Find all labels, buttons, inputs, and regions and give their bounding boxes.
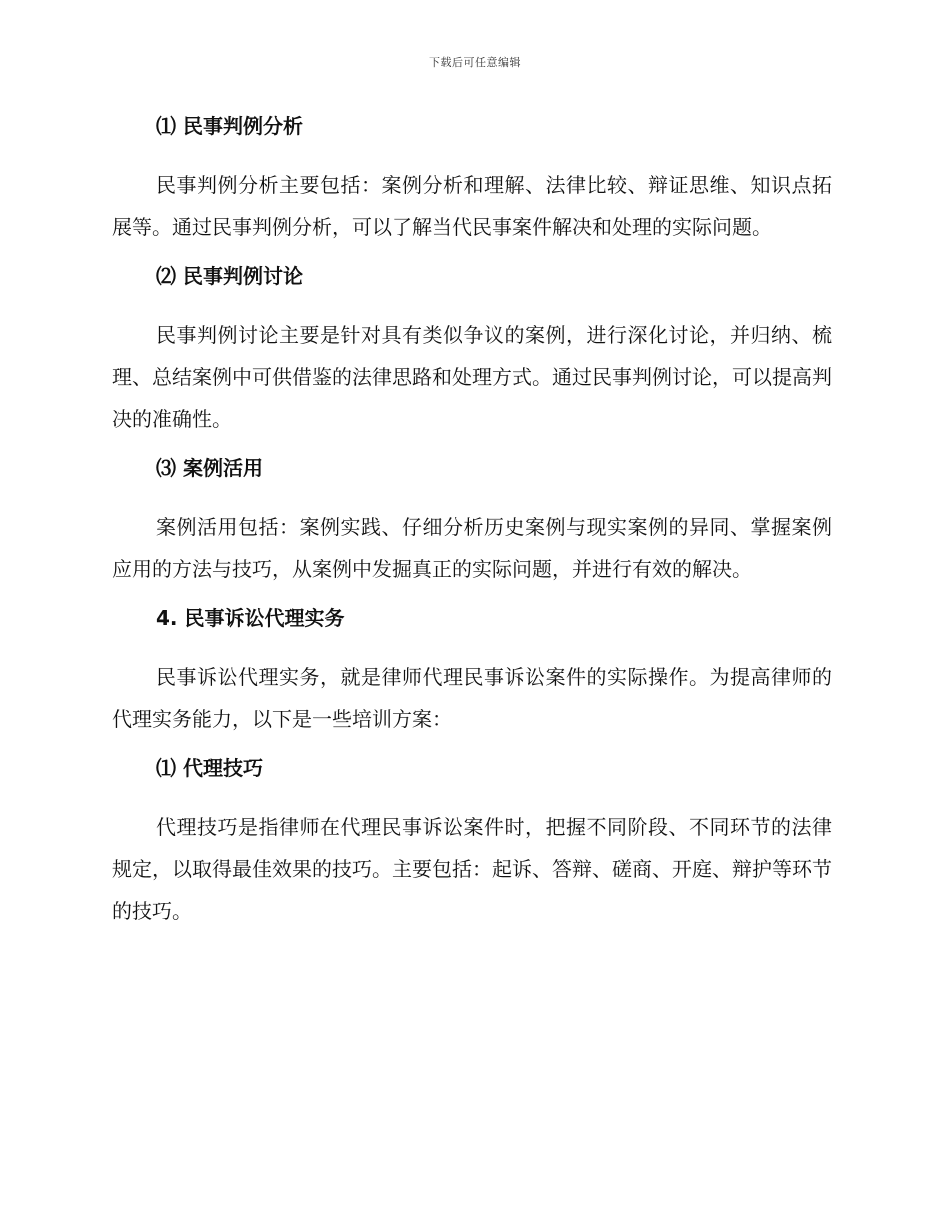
section-paragraph-civil-case-discussion: 民事判例讨论主要是针对具有类似争议的案例，进行深化讨论，并归纳、梳理、总结案例中可供借鉴的法律思路和处理方式。通过民事判例讨论，可以提高判决的准确性。 xyxy=(112,323,832,431)
document-body xyxy=(112,110,832,944)
section-paragraph-case-application: 案例活用包括：案例实践、仔细分析历史案例与现实案例的异同、掌握案例应用的方法与技巧，从案例中发掘真正的实际问题，并进行有效的解决。 xyxy=(112,515,832,581)
section-heading-agency-skills: ⑴ 代理技巧 xyxy=(156,756,263,780)
section-heading-case-application: ⑶ 案例活用 xyxy=(156,456,263,480)
section-paragraph-agency-skills: 代理技巧是指律师在代理民事诉讼案件时，把握不同阶段、不同环节的法律规定，以取得最佳效果的技巧。主要包括：起诉、答辩、磋商、开庭、辩护等环节的技巧。 xyxy=(112,815,832,923)
section-paragraph-civil-litigation-agency: 民事诉讼代理实务，就是律师代理民事诉讼案件的实际操作。为提高律师的代理实务能力，以下是一些培训方案： xyxy=(112,665,832,731)
section-heading-civil-case-discussion: ⑵ 民事判例讨论 xyxy=(156,264,303,288)
header-note: 下载后可任意编辑 xyxy=(429,56,521,69)
section-paragraph-civil-case-analysis: 民事判例分析主要包括：案例分析和理解、法律比较、辩证思维、知识点拓展等。通过民事判例分析，可以了解当代民事案件解决和处理的实际问题。 xyxy=(112,173,832,239)
section-heading-civil-litigation-agency: 4. 民事诉讼代理实务 xyxy=(156,606,345,630)
section-heading-civil-case-analysis: ⑴ 民事判例分析 xyxy=(156,114,303,138)
